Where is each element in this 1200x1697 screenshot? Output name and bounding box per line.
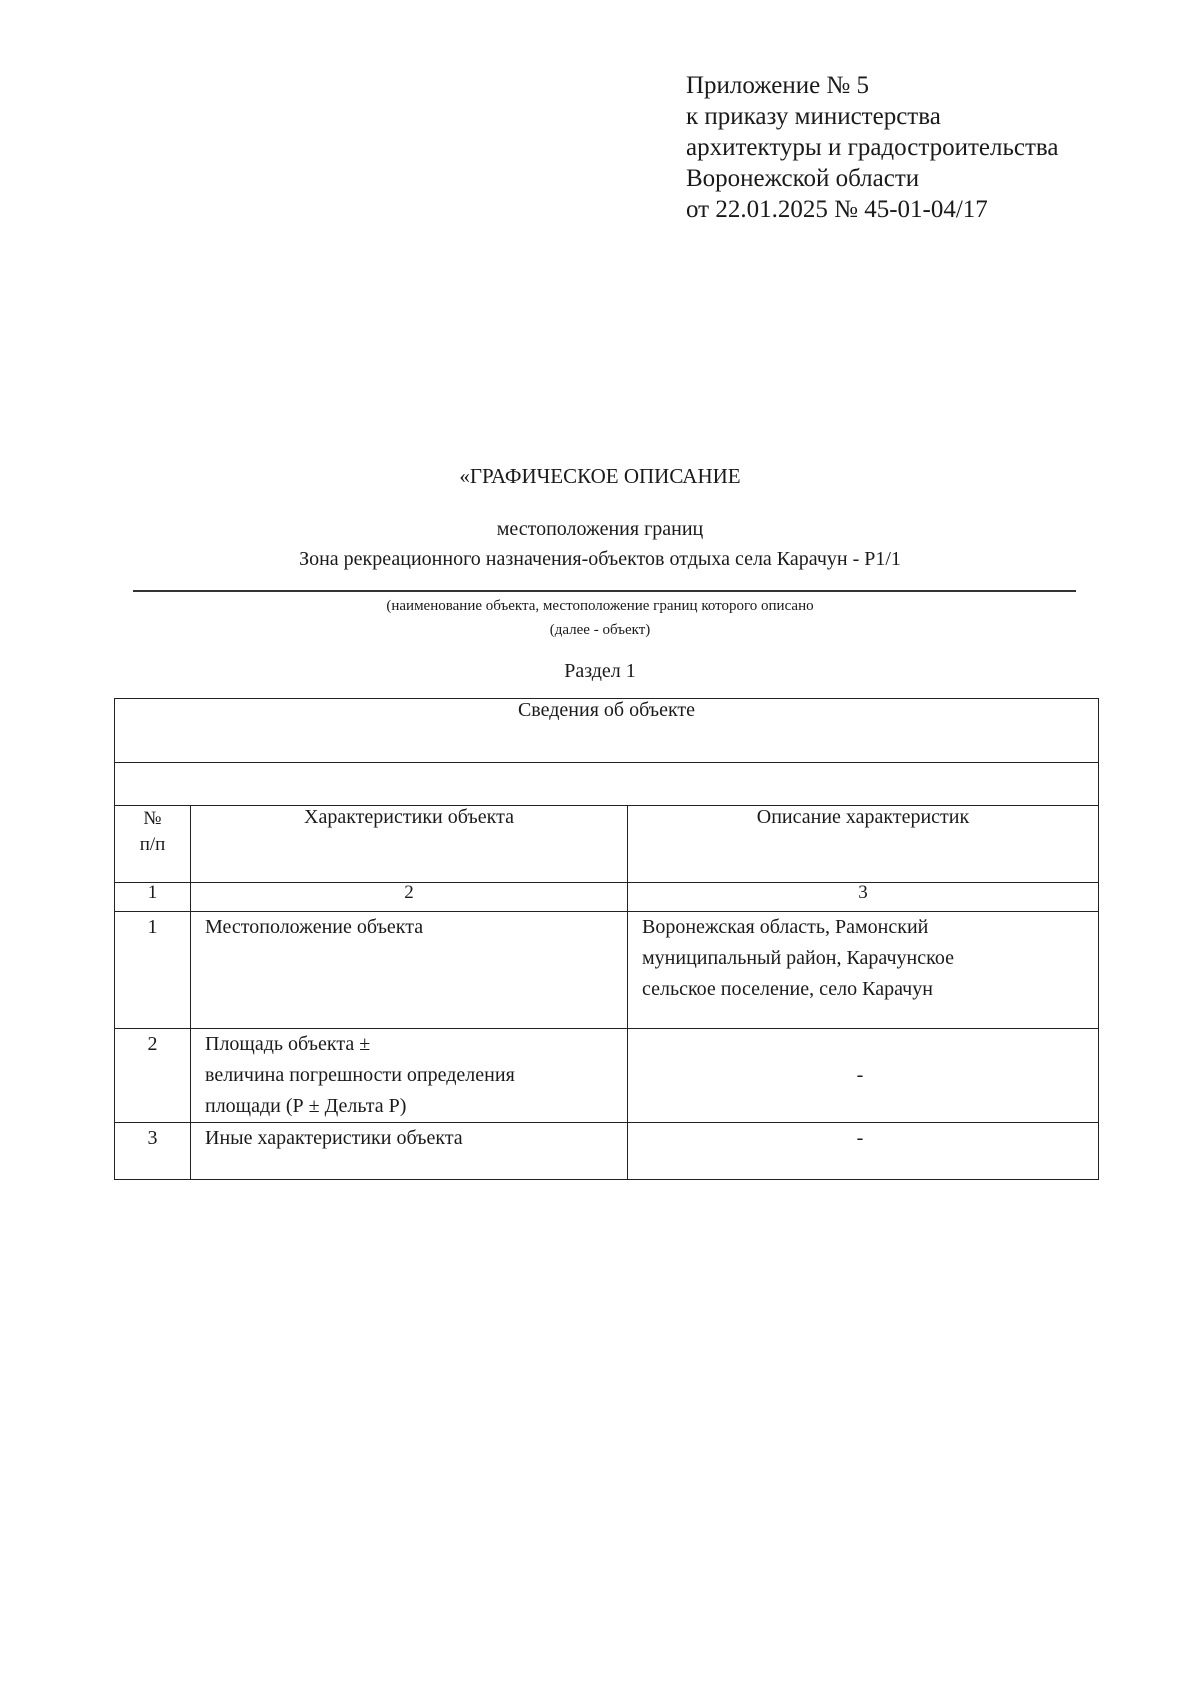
characteristic-line: Местоположение объекта — [205, 916, 424, 938]
table-row — [115, 1029, 1099, 1123]
characteristic-line: Площадь объекта ± — [205, 1033, 371, 1055]
blank-cell — [115, 763, 1099, 806]
header-number-line2: п/п — [139, 834, 166, 855]
header-number — [115, 806, 191, 883]
characteristic-line: Иные характеристики объекта — [205, 1127, 463, 1149]
appendix-line: от 22.01.2025 № 45-01-04/17 — [686, 196, 988, 223]
row-number: 1 — [115, 912, 191, 1029]
table-header-row — [115, 806, 1099, 883]
appendix-line: архитектуры и градостроительства — [686, 134, 1059, 161]
row-number: 3 — [115, 1123, 191, 1180]
appendix-line: Приложение № 5 — [686, 72, 870, 99]
characteristic-line: площади (Р ± Дельта Р) — [205, 1095, 407, 1117]
header-number-line1: № — [143, 808, 162, 829]
characteristic-line: величина погрешности определения — [205, 1064, 515, 1086]
table-title: Сведения об объекте — [115, 699, 1099, 763]
header-characteristics: Характеристики объекта — [191, 806, 628, 883]
table-blank-row — [115, 763, 1099, 806]
table-row — [115, 1123, 1099, 1180]
column-index: 2 — [191, 883, 628, 912]
row-description: - — [628, 1029, 1099, 1123]
object-info-table — [114, 698, 1099, 1180]
row-characteristic — [191, 1123, 628, 1180]
row-characteristic — [191, 912, 628, 1029]
object-name-caption: (наименование объекта, местоположение границ которого описано — [386, 598, 814, 614]
column-index: 3 — [628, 883, 1099, 912]
object-name-caption-continued: (далее - объект) — [549, 622, 651, 638]
description-line: Воронежская область, Рамонский — [642, 916, 929, 938]
description-line: муниципальный район, Карачунское — [642, 947, 954, 969]
column-index-row — [115, 883, 1099, 912]
underline-rule — [133, 590, 1076, 592]
row-number: 2 — [115, 1029, 191, 1123]
appendix-line: Воронежской области — [686, 165, 920, 192]
document-title: «ГРАФИЧЕСКОЕ ОПИСАНИЕ — [459, 464, 741, 488]
appendix-header — [686, 70, 1058, 225]
table-title-row — [115, 699, 1099, 763]
row-description: - — [628, 1123, 1099, 1180]
table-row — [115, 912, 1099, 1029]
column-index: 1 — [115, 883, 191, 912]
document-subtitle: местоположения границ — [496, 518, 704, 540]
description-line: сельское поселение, село Карачун — [642, 978, 933, 1000]
object-name: Зона рекреационного назначения-объектов отдыха села Карачун - Р1/1 — [299, 548, 901, 570]
row-description — [628, 912, 1099, 1029]
header-description: Описание характеристик — [628, 806, 1099, 883]
row-characteristic — [191, 1029, 628, 1123]
section-label: Раздел 1 — [564, 660, 636, 682]
appendix-line: к приказу министерства — [686, 103, 941, 130]
